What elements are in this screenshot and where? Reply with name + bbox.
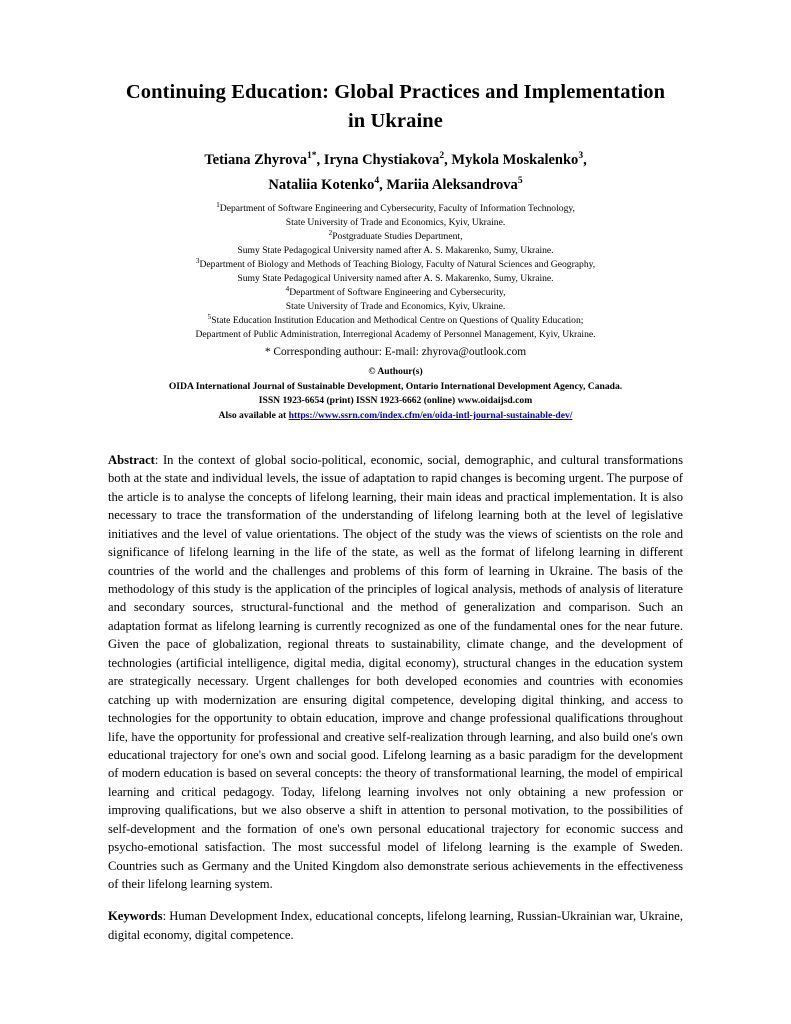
authors-line-1: Tetiana Zhyrova$^{1*}$, Iryna Chystiakova$^2$, Mykola Moskalenko$^3$,	[204, 151, 587, 169]
affiliation-1-line-1	[108, 202, 683, 216]
affiliation-1-text-1: Department of Software Engineering and Cybersecurity, Faculty of Information Technology,	[219, 203, 575, 215]
author-marker-3: 3	[578, 151, 584, 162]
abstract-section	[108, 451, 683, 894]
ssrn-link[interactable]: https://www.ssrn.com/index.cfm/en/oida-intl-journal-sustainable-dev/	[288, 409, 573, 421]
publication-info	[108, 365, 683, 423]
affiliation-5-line-1	[108, 314, 683, 328]
affiliation-3-line-1	[108, 258, 683, 272]
affiliation-marker-1: 1	[216, 200, 220, 210]
affiliation-3-line-2: Sumy State Pedagogical University named after A. S. Makarenko, Sumy, Ukraine.	[237, 273, 554, 285]
author-name-3: Mykola Moskalenko	[451, 152, 579, 169]
page-title: Continuing Education: Global Practices and Implementation in Ukraine	[125, 81, 666, 133]
affiliation-marker-2: 2	[328, 228, 333, 238]
affiliation-2-text-1: Postgraduate Studies Department,	[332, 231, 463, 243]
author-marker-5: 5	[517, 175, 523, 186]
affiliation-4-line-2: State University of Trade and Economics, Kyiv, Ukraine.	[285, 301, 506, 313]
issn-line: ISSN 1923-6654 (print) ISSN 1923-6662 (online) www.oidaijsd.com	[258, 395, 533, 407]
author-name-2: Iryna Chystiakova	[323, 152, 440, 169]
affiliation-1-line-2: State University of Trade and Economics, Kyiv, Ukraine.	[285, 217, 506, 229]
affiliation-4-line-1	[108, 286, 683, 300]
affiliation-4-text-1: Department of Software Engineering and Cybersecurity,	[289, 287, 506, 299]
authors-line-2: Nataliia Kotenko$^4$, Mariia Aleksandrova$^5$	[268, 175, 523, 193]
author-marker-4: 4	[374, 175, 380, 186]
author-name-5: Mariia Aleksandrova	[386, 176, 518, 193]
affiliation-2-line-1	[108, 230, 683, 244]
author-name-4: Nataliia Kotenko	[268, 176, 375, 193]
author-name-1: Tetiana Zhyrova	[204, 152, 308, 169]
keywords-section	[108, 907, 683, 944]
abstract-label: Abstract	[108, 452, 155, 467]
keywords-text: : Human Development Index, educational concepts, lifelong learning, Russian-Ukrainian war, Ukraine, digital economy, digital competence.	[108, 909, 683, 942]
keywords-label: Keywords	[108, 909, 163, 924]
availability-prefix: Also available at	[218, 409, 289, 421]
affiliation-marker-3: 3	[195, 256, 200, 266]
affiliation-marker-5: 5	[207, 312, 212, 322]
journal-line: OIDA International Journal of Sustainable Development, Ontario International Development Agency, Canada.	[168, 380, 623, 392]
affiliations	[108, 202, 683, 342]
copyright-line: © Authour(s)	[368, 366, 423, 378]
affiliation-3-text-1: Department of Biology and Methods of Teaching Biology, Faculty of Natural Sciences and Geography,	[199, 259, 596, 271]
author-marker-1: 1*	[307, 151, 317, 162]
availability-line	[108, 409, 683, 423]
abstract-text: : In the context of global socio-political, economic, social, demographic, and cultural transformations both at the state and individual levels, the issue of adaptation to rapid changes is becoming urgent. The purpose of the article is to analyse the concepts of lifelong learning, their main ideas and practical implementation. It is also necessary to trace the transformation of the understanding of lifelong learning both at the level of legislative initiatives and the level of value orientations. The object of the study was the views of scientists on the role and significance of lifelong learning in the life of the state, as well as the format of lifelong learning in different countries of the world and the challenges and problems of this form of learning in Ukraine. The basis of the methodology of this study is the application of the principles of logical analysis, methods of analysis of literature and secondary sources, structural-functional and the method of generalization and comparison. Such an adaptation format as lifelong learning is currently recognized as one of the fundamental ones for the near future. Given the pace of globalization, regional threats to sustainability, climate change, and the development of technologies (artificial intelligence, digital media, digital economy), structural changes in the education system are strategically necessary. Urgent challenges for both developed economies and countries with economies catching up with modernization are ensuring digital competence, developing digital thinking, and access to technologies for the opportunity to obtain education, improve and change professional qualifications throughout life, have the opportunity for professional and creative self-realization through learning, and also build one's own educational trajectory for one's own and social good. Lifelong learning as a basic paradigm for the development of modern education is based on several concepts: the theory of transformational learning, the model of empirical learning and critical pedagogy. Today, lifelong learning involves not only obtaining a new profession or improving qualifications, but we also observe a shift in attention to personal motivation, to the possibilities of self-development and the formation of one's own personal educational trajectory for economic success and psycho-emotional satisfaction. The most successful model of lifelong learning is the example of Sweden. Countries such as Germany and the United Kingdom also demonstrate serious achievements in the effectiveness of their lifelong learning system.	[108, 452, 683, 891]
corresponding-author: * Corresponding authour: E-mail: zhyrova@outlook.com	[264, 346, 527, 359]
affiliation-marker-4: 4	[285, 284, 290, 294]
affiliation-5-text-1: State Education Institution Education and Methodical Centre on Questions of Quality Education;	[211, 315, 584, 327]
affiliation-5-line-2: Department of Public Administration, Interregional Academy of Personnel Management, Kyiv, Ukraine.	[195, 329, 596, 341]
author-marker-2: 2	[439, 151, 445, 162]
affiliation-2-line-2: Sumy State Pedagogical University named after A. S. Makarenko, Sumy, Ukraine.	[237, 245, 554, 257]
